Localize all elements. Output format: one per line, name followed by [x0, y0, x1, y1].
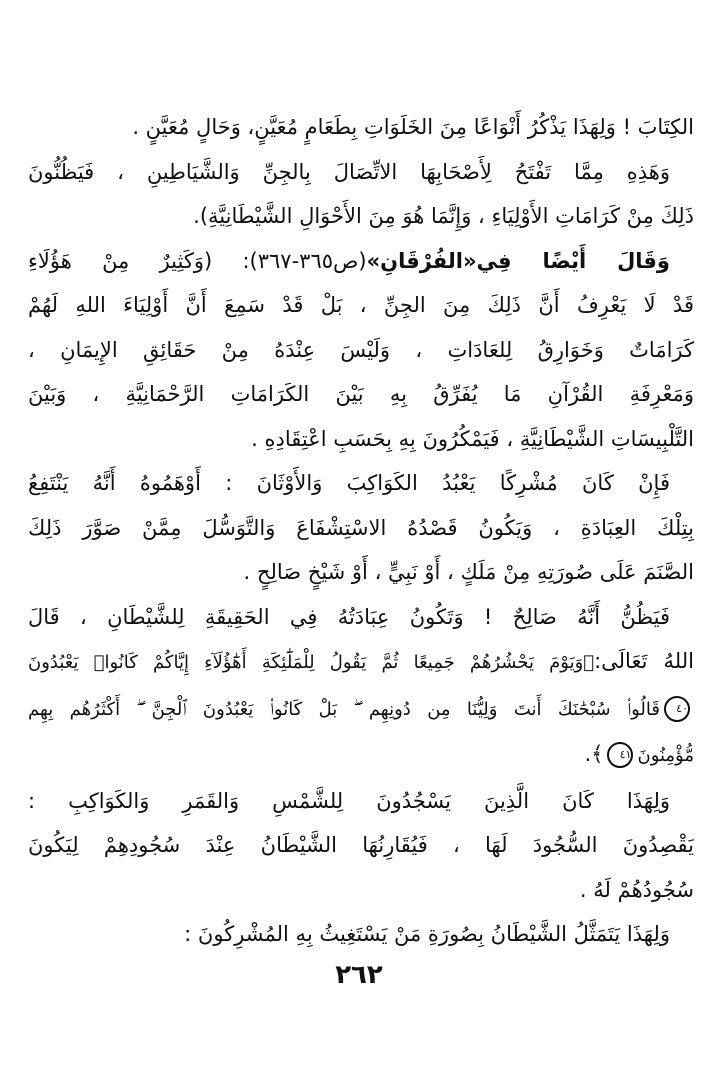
quote-source: وَقَالَ أَيْضًا فِي«الفُرْقَانِ» [366, 248, 670, 273]
quote-start: (ص٣٦٥-٣٦٧): (وَكَثِيرٌ مِنْ هَؤُلَاءِ [28, 248, 367, 273]
page-body [28, 105, 694, 957]
text-line: كَرَامَاتٌ وَخَوَارِقُ لِلعَادَاتِ ، وَلَيْسَ عِنْدَهُ مِنْ حَقَائِقِ الإِيمَانِ ، [28, 337, 694, 362]
paragraph-6 [28, 779, 694, 913]
paragraph-2 [28, 150, 694, 239]
paragraph-4 [28, 461, 694, 595]
text-line [28, 639, 694, 686]
paragraph-5 [28, 595, 694, 779]
ayah-number-marker: ٤٠ [664, 696, 690, 722]
quran-verse: ﴿وَيَوْمَ يَحْشُرُهُمْ جَمِيعًا ثُمَّ يَقُولُ لِلْمَلَٰٓئِكَةِ أَهَٰٓؤُلَآءِ إِيَّاكُمْ كَانُوا۟ يَعْبُدُونَ [28, 652, 595, 673]
text-line: ذَلِكَ مِنْ كَرَامَاتِ الأَوْلِيَاءِ ، وَإِنَّمَا هُوَ مِنَ الأَحْوَالِ الشَّيْطَانِيَّةِ). [193, 204, 694, 228]
text-line: سُجُودُهُمْ لَهُ . [579, 877, 694, 902]
paragraph-3 [28, 239, 694, 462]
text-line: يَقْصِدُونَ السُّجُودَ لَهَا ، فَيُقَارِنُهَا الشَّيْطَانُ عِنْدَ سُجُودِهِمْ لِيَكُونَ [28, 833, 694, 857]
paragraph-1 [28, 105, 694, 150]
text-line: الكِتَابَ ! وَلِهَذَا يَذْكُرُ أَنْوَاعًا مِنَ الخَلَوَاتِ بِطَعَامٍ مُعَيَّنٍ، وَحَالٍ مُعَيَّنٍ . [132, 115, 694, 139]
text-line: الصَّنَمَ عَلَى صُورَتِهِ مِنْ مَلَكٍ ، أَوْ نَبِيٍّ ، أَوْ شَيْخٍ صَالِحٍ . [243, 560, 694, 584]
verse-close: ﴾. [584, 742, 604, 766]
text-line: وَمَعْرِفَةِ القُرْآنِ مَا يُفَرِّقُ بِهِ بَيْنَ الكَرَامَاتِ الرَّحْمَانِيَّةِ ، وَبَيْنَ [28, 382, 694, 406]
text-line [28, 686, 694, 733]
page-number: ٢٦٢ [335, 960, 383, 990]
quran-verse: مُّؤْمِنُونَ [637, 745, 694, 766]
text-line: فَيَظُنُّ أَنَّهُ صَالِحٌ ! وَتَكُونُ عِبَادَتُهُ فِي الحَقِيقَةِ لِلشَّيْطَانِ ، قَالَ [28, 604, 670, 629]
text-line: وَهَذِهِ مِمَّا تَفْتَحُ لِأَصْحَابِهَا الاتِّصَالَ بِالجِنِّ وَالشَّيَاطِينِ ، فَيَظُنُّونَ [28, 159, 670, 184]
text-line: بِتِلْكَ العِبَادَةِ ، وَيَكُونُ قَصْدُهُ الاسْتِشْفَاعَ وَالتَّوَسُّلَ مِمَّنْ صَوَّرَ ذَلِكَ [28, 515, 694, 540]
text-line: التَّلْبِيسَاتِ الشَّيْطَانِيَّةِ ، فَيَمْكُرُونَ بِهِ بِحَسَبِ اعْتِقَادِهِ . [251, 426, 694, 451]
text-line: وَلِهَذَا كَانَ الَّذِينَ يَسْجُدُونَ لِلشَّمْسِ وَالقَمَرِ وَالكَوَاكِبِ : [28, 788, 670, 813]
verse-intro: اللهُ تَعَالَى: [594, 649, 694, 673]
text-line: قَدْ لَا يَعْرِفُ أَنَّ ذَلِكَ مِنَ الجِنِّ ، بَلْ قَدْ سَمِعَ أَنَّ أَوْلِيَاءَ اللهِ لَهُمْ [28, 293, 694, 317]
text-line: وَلِهَذَا يَتَمَثَّلُ الشَّيْطَانُ بِصُورَةِ مَنْ يَسْتَغِيثُ بِهِ المُشْرِكُونَ : [184, 922, 670, 946]
text-line: فَإِنْ كَانَ مُشْرِكًا يَعْبُدُ الكَوَاكِبَ وَالأَوْثَانَ : أَوْهَمُوهُ أَنَّهُ يَنْتَفِعُ [28, 471, 670, 495]
paragraph-7 [28, 912, 694, 957]
text-line [28, 732, 694, 779]
text-line [28, 239, 694, 284]
quran-verse: قَالُوا۟ سُبْحَٰنَكَ أَنتَ وَلِيُّنَا مِن دُونِهِم ۖ بَلْ كَانُوا۟ يَعْبُدُونَ ٱلْجِنَّ ۖ أَكْثَرُهُم بِهِم [28, 698, 660, 720]
ayah-number-marker: ٤١ [607, 742, 633, 768]
